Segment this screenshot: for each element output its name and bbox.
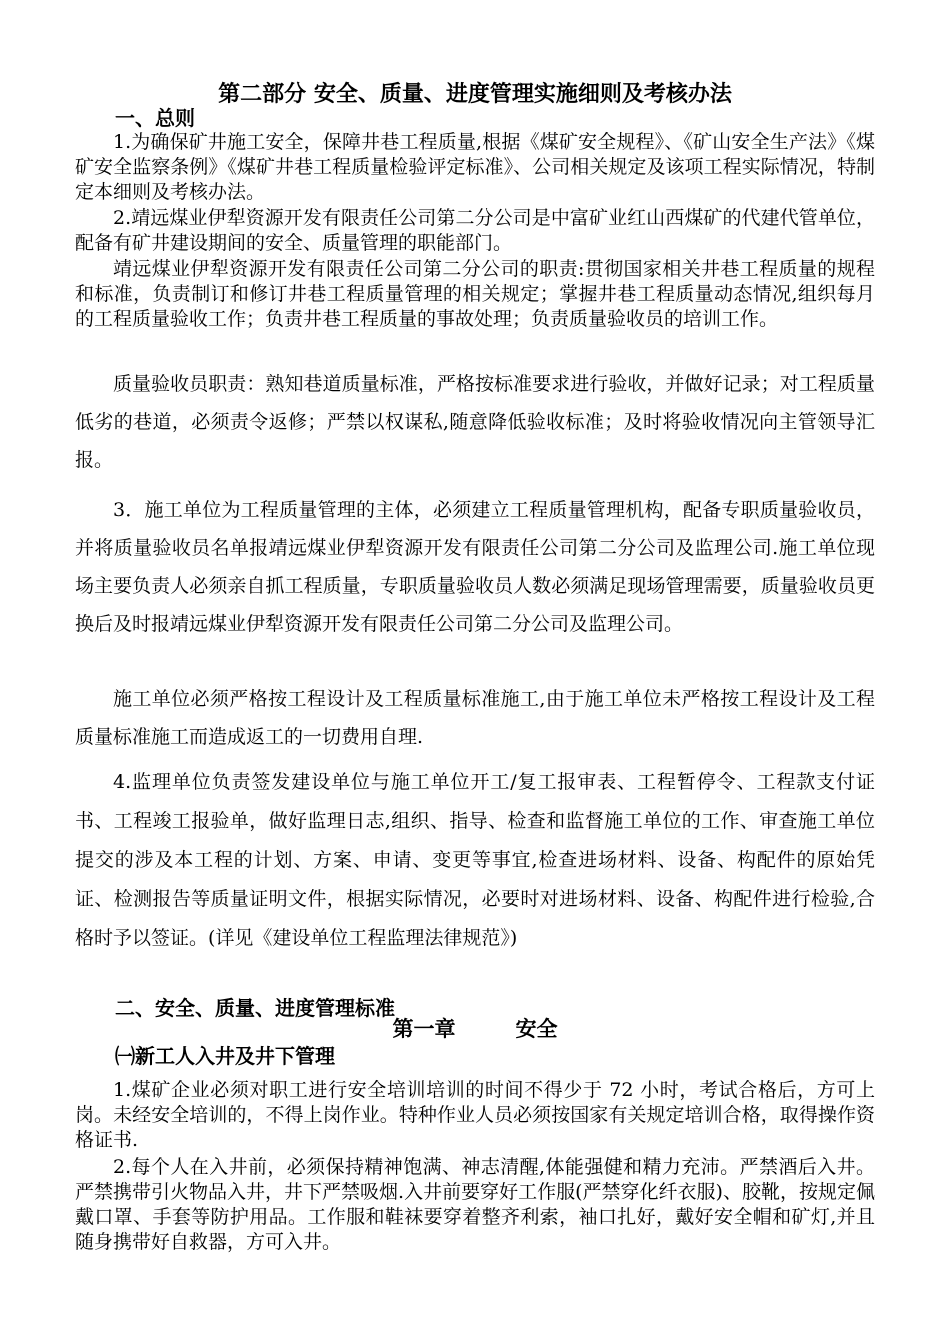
paragraph-4: 质量验收员职责：熟知巷道质量标准，严格按标准要求进行验收，并做好记录；对工程质量低劣的巷道，必须责令返修；严禁以权谋私,随意降低验收标准；及时将验收情况向主管领导汇报。 bbox=[75, 373, 875, 471]
chapter-heading bbox=[0, 1015, 950, 1043]
chapter-title: 安全 bbox=[515, 1016, 558, 1041]
document-title: 第二部分 安全、质量、进度管理实施细则及考核办法 bbox=[218, 81, 732, 107]
paragraph-6: 施工单位必须严格按工程设计及工程质量标准施工,由于施工单位未严格按工程设计及工程质量标准施工而造成返工的一切费用自理. bbox=[75, 688, 875, 748]
paragraph-2: 2.靖远煤业伊犁资源开发有限责任公司第二分公司是中富矿业红山西煤矿的代建代管单位，配备有矿井建设期间的安全、质量管理的职能部门。 bbox=[75, 207, 875, 254]
paragraph-8: 1.煤矿企业必须对职工进行安全培训培训的时间不得少于 72 小时，考试合格后，方可上岗。未经安全培训的，不得上岗作业。特种作业人员必须按国家有关规定培训合格，取得操作资格证书. bbox=[75, 1079, 875, 1151]
section-heading-standards: 二、安全、质量、进度管理标准 bbox=[115, 996, 395, 1020]
paragraph-1: 1.为确保矿井施工安全，保障井巷工程质量,根据《煤矿安全规程》、《矿山安全生产法》《煤矿安全监察条例》《煤矿井巷工程质量检验评定标准》、公司相关规定及该项工程实际情况，特制定本细则及考核办法。 bbox=[75, 131, 875, 203]
paragraph-7: 4.监理单位负责签发建设单位与施工单位开工/复工报审表、工程暂停令、工程款支付证书、工程竣工报验单，做好监理日志,组织、指导、检查和监督施工单位的工作、审查施工单位提交的涉及本工程的计划、方案、申请、变更等事宜,检查进场材料、设备、构配件的原始凭证、检测报告等质量证明文件，根据实际情况，必要时对进场材料、设备、构配件进行检验,合格时予以签证。(详见《建设单位工程监理法律规范》) bbox=[75, 771, 875, 949]
paragraph-3: 靖远煤业伊犁资源开发有限责任公司第二分公司的职责:贯彻国家相关井巷工程质量的规程和标准，负责制订和修订井巷工程质量管理的相关规定；掌握井巷工程质量动态情况,组织每月的工程质量验收工作；负责井巷工程质量的事故处理；负责质量验收员的培训工作。 bbox=[75, 258, 875, 330]
section-heading-general: 一、总则 bbox=[115, 106, 195, 130]
chapter-number: 第一章 bbox=[392, 1016, 456, 1041]
subsection-heading: ㈠新工人入井及井下管理 bbox=[115, 1044, 335, 1068]
paragraph-5: 3．施工单位为工程质量管理的主体，必须建立工程质量管理机构，配备专职质量验收员，并将质量验收员名单报靖远煤业伊犁资源开发有限责任公司第二分公司及监理公司.施工单位现场主要负责人必须亲自抓工程质量，专职质量验收员人数必须满足现场管理需要，质量验收员更换后及时报靖远煤业伊犁资源开发有限责任公司第二分公司及监理公司。 bbox=[75, 499, 875, 635]
paragraph-9: 2.每个人在入井前，必须保持精神饱满、神志清醒,体能强健和精力充沛。严禁酒后入井。严禁携带引火物品入井，井下严禁吸烟.入井前要穿好工作服(严禁穿化纤衣服)、胶靴，按规定佩戴口罩、手套等防护用品。工作服和鞋袜要穿着整齐利索，袖口扎好，戴好安全帽和矿灯,并且随身携带好自救器，方可入井。 bbox=[75, 1156, 875, 1253]
